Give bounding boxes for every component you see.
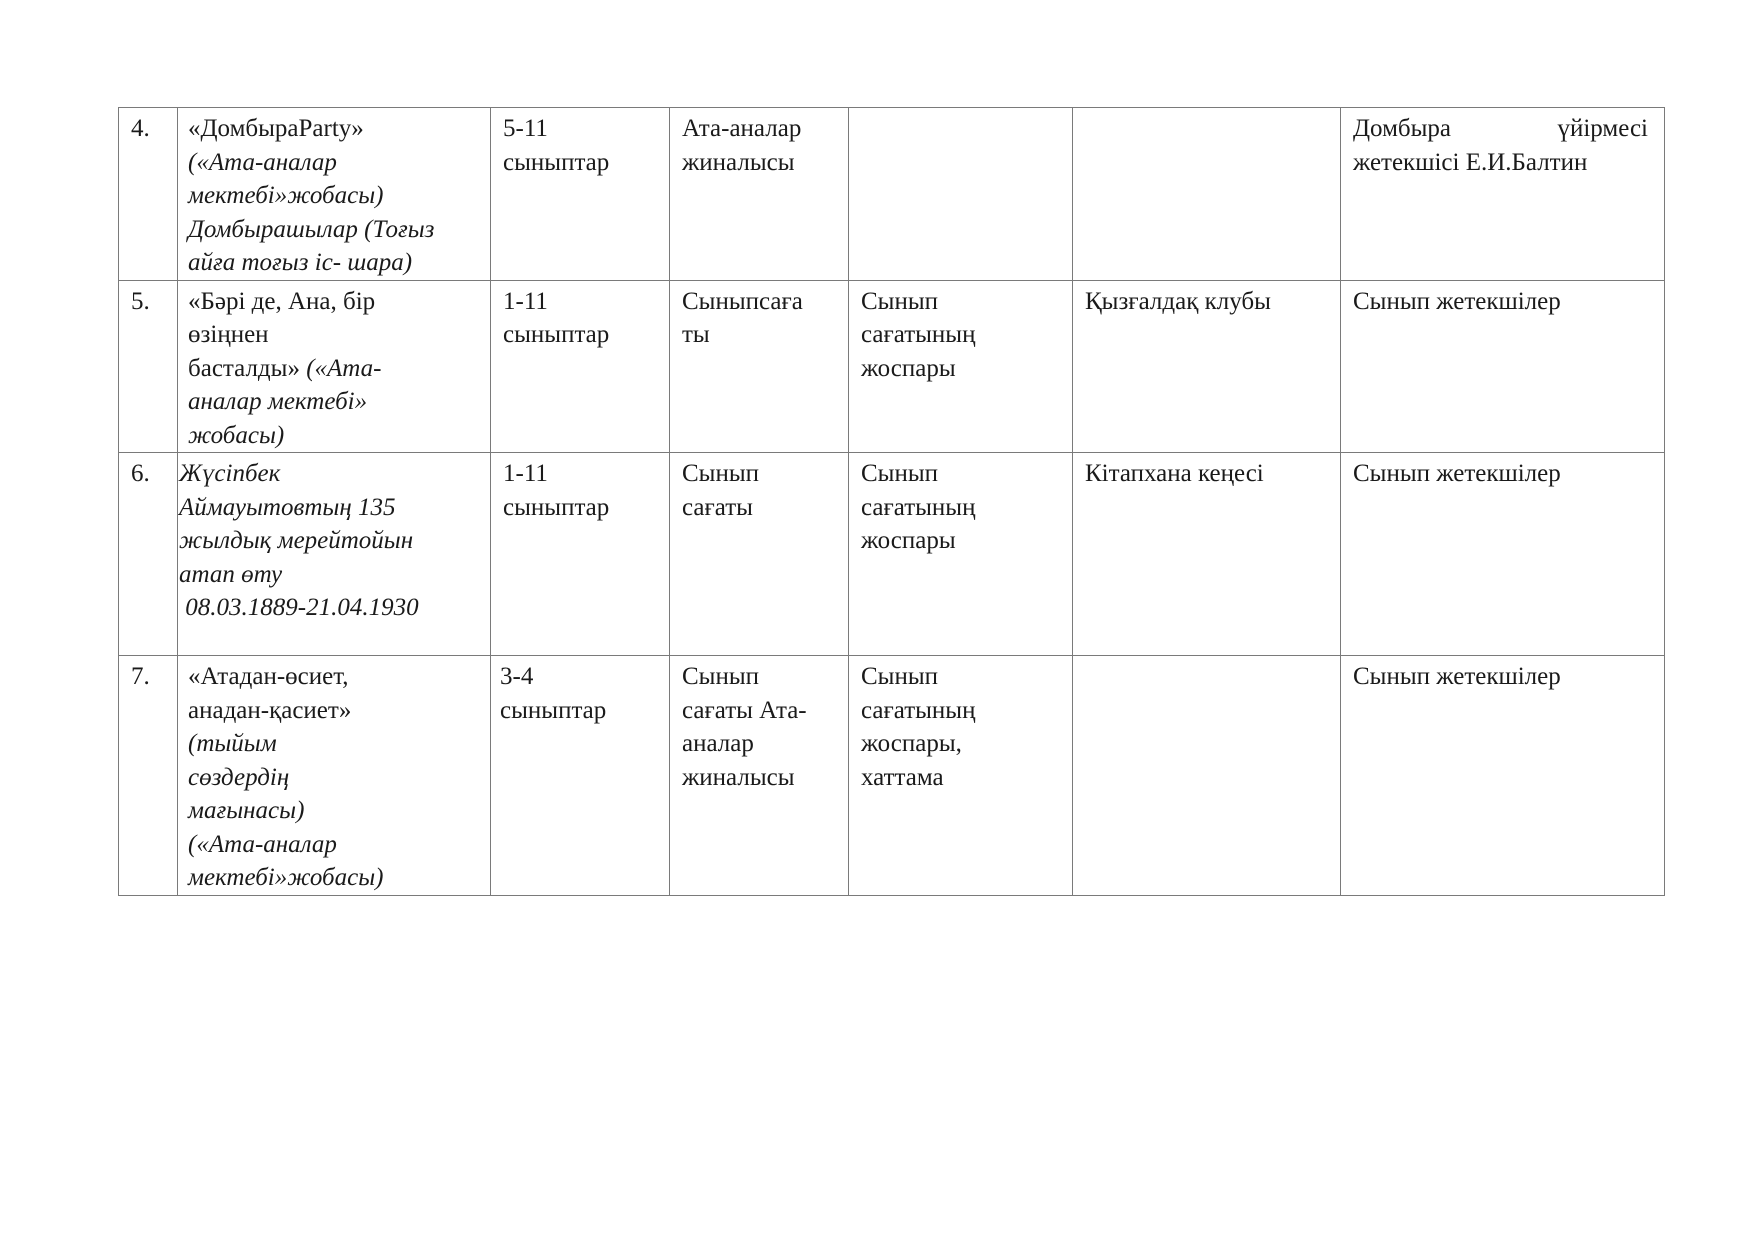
form-cell bbox=[670, 108, 849, 281]
event-mixed-line bbox=[188, 352, 484, 386]
row-number: 4. bbox=[131, 115, 150, 142]
event-detail-line: Жүсіпбек bbox=[179, 460, 281, 487]
document-line: жоспары, bbox=[861, 730, 962, 757]
form-cell bbox=[670, 453, 849, 656]
responsible-line: жетекшісі Е.И.Балтин bbox=[1353, 148, 1588, 176]
event-detail-line: атап өту bbox=[179, 560, 283, 588]
form-cell bbox=[670, 656, 849, 896]
responsible-line: Сынып жетекшілер bbox=[1353, 460, 1561, 487]
classes-line: сыныптар bbox=[500, 696, 607, 724]
classes-cell bbox=[491, 108, 670, 281]
responsible-justified-line bbox=[1353, 112, 1658, 146]
document-line: сағатының bbox=[861, 493, 976, 521]
event-dates-line: 08.03.1889-21.04.1930 bbox=[179, 594, 419, 621]
partner-cell bbox=[1073, 280, 1341, 453]
responsible-line: Сынып жетекшілер bbox=[1353, 663, 1561, 690]
classes-cell bbox=[491, 656, 670, 896]
event-detail-line: аналар мектебі» bbox=[188, 388, 368, 415]
document-line: Сынып bbox=[861, 287, 939, 315]
form-line: Ата-аналар bbox=[682, 115, 802, 142]
document-line: сағатының bbox=[861, 696, 976, 724]
responsible-word: үйірмесі bbox=[1557, 115, 1648, 142]
classes-line: 1-11 bbox=[503, 460, 548, 487]
event-detail-line: («Ата-аналар bbox=[188, 148, 337, 176]
event-detail-line: Домбырашылар (Тоғыз bbox=[188, 215, 435, 243]
responsible-cell bbox=[1341, 280, 1665, 453]
responsible-word: Домбыра bbox=[1353, 115, 1452, 142]
form-line: сағаты bbox=[682, 493, 753, 521]
document-line: жоспары bbox=[861, 354, 956, 382]
partner-cell bbox=[1073, 108, 1341, 281]
partner-cell bbox=[1073, 453, 1341, 656]
form-line: аналар bbox=[682, 730, 754, 757]
document-line: Сынып bbox=[861, 663, 939, 690]
form-line: ты bbox=[682, 321, 710, 348]
table-row bbox=[119, 656, 1665, 896]
document-cell bbox=[849, 656, 1073, 896]
row-number-cell bbox=[119, 108, 178, 281]
event-detail-line: айға тоғыз іс- шара) bbox=[188, 249, 413, 276]
event-title-line: «ДомбыраParty» bbox=[188, 115, 364, 142]
event-cell bbox=[178, 453, 491, 656]
responsible-cell bbox=[1341, 656, 1665, 896]
document-line: Сынып bbox=[861, 460, 939, 487]
event-detail-line: («Ата-аналар bbox=[188, 830, 337, 858]
classes-line: 5-11 bbox=[503, 115, 548, 142]
table-row bbox=[119, 453, 1665, 656]
row-number-cell bbox=[119, 280, 178, 453]
event-detail-line: жобасы) bbox=[188, 421, 285, 449]
form-cell bbox=[670, 280, 849, 453]
form-line: жиналысы bbox=[682, 148, 795, 176]
row-number: 7. bbox=[131, 663, 150, 690]
row-number: 5. bbox=[131, 287, 150, 315]
partner-line: Кітапхана кеңесі bbox=[1085, 460, 1264, 487]
event-title-line: «Атадан-өсиет, bbox=[188, 663, 349, 690]
event-title-line: өзіңнен bbox=[188, 321, 269, 348]
event-detail-line: мектебі»жобасы) bbox=[188, 182, 384, 209]
event-mixed-plain: басталды» bbox=[188, 354, 300, 382]
row-number: 6. bbox=[131, 460, 150, 487]
classes-line: 3-4 bbox=[500, 663, 534, 690]
event-title-line: анадан-қасиет» bbox=[188, 696, 352, 724]
event-detail-line: мектебі»жобасы) bbox=[188, 864, 384, 891]
event-detail-line: Аймауытовтың 135 bbox=[179, 493, 396, 521]
document-cell bbox=[849, 453, 1073, 656]
table-row bbox=[119, 108, 1665, 281]
document-line: хаттама bbox=[861, 763, 944, 791]
event-cell bbox=[178, 280, 491, 453]
responsible-cell bbox=[1341, 453, 1665, 656]
partner-line: Қызғалдақ клубы bbox=[1085, 287, 1271, 315]
document-line: сағатының bbox=[861, 321, 976, 348]
event-cell bbox=[178, 656, 491, 896]
event-detail-line: жылдық мерейтойын bbox=[179, 527, 414, 554]
responsible-line: Сынып жетекшілер bbox=[1353, 287, 1561, 315]
form-line: Сыныпсаға bbox=[682, 287, 803, 315]
form-line: Сынып bbox=[682, 460, 760, 487]
document-cell bbox=[849, 108, 1073, 281]
event-detail-line: сөздердің bbox=[188, 763, 290, 791]
table-row bbox=[119, 280, 1665, 453]
event-title-line: «Бәрі де, Ана, бір bbox=[188, 287, 376, 315]
classes-line: 1-11 bbox=[503, 287, 548, 315]
classes-line: сыныптар bbox=[503, 493, 610, 521]
classes-line: сыныптар bbox=[503, 148, 610, 176]
classes-cell bbox=[491, 280, 670, 453]
classes-cell bbox=[491, 453, 670, 656]
event-mixed-italic: («Ата- bbox=[299, 354, 382, 382]
row-number-cell bbox=[119, 656, 178, 896]
form-line: жиналысы bbox=[682, 763, 795, 791]
form-line: Сынып bbox=[682, 663, 760, 690]
event-cell bbox=[178, 108, 491, 281]
document-line: жоспары bbox=[861, 527, 956, 554]
form-line: сағаты Ата- bbox=[682, 696, 807, 724]
partner-cell bbox=[1073, 656, 1341, 896]
row-number-cell bbox=[119, 453, 178, 656]
classes-line: сыныптар bbox=[503, 321, 610, 348]
event-detail-line: мағынасы) bbox=[188, 797, 305, 824]
responsible-cell bbox=[1341, 108, 1665, 281]
events-table bbox=[118, 107, 1665, 896]
event-detail-line: (тыйым bbox=[188, 730, 277, 757]
document-cell bbox=[849, 280, 1073, 453]
